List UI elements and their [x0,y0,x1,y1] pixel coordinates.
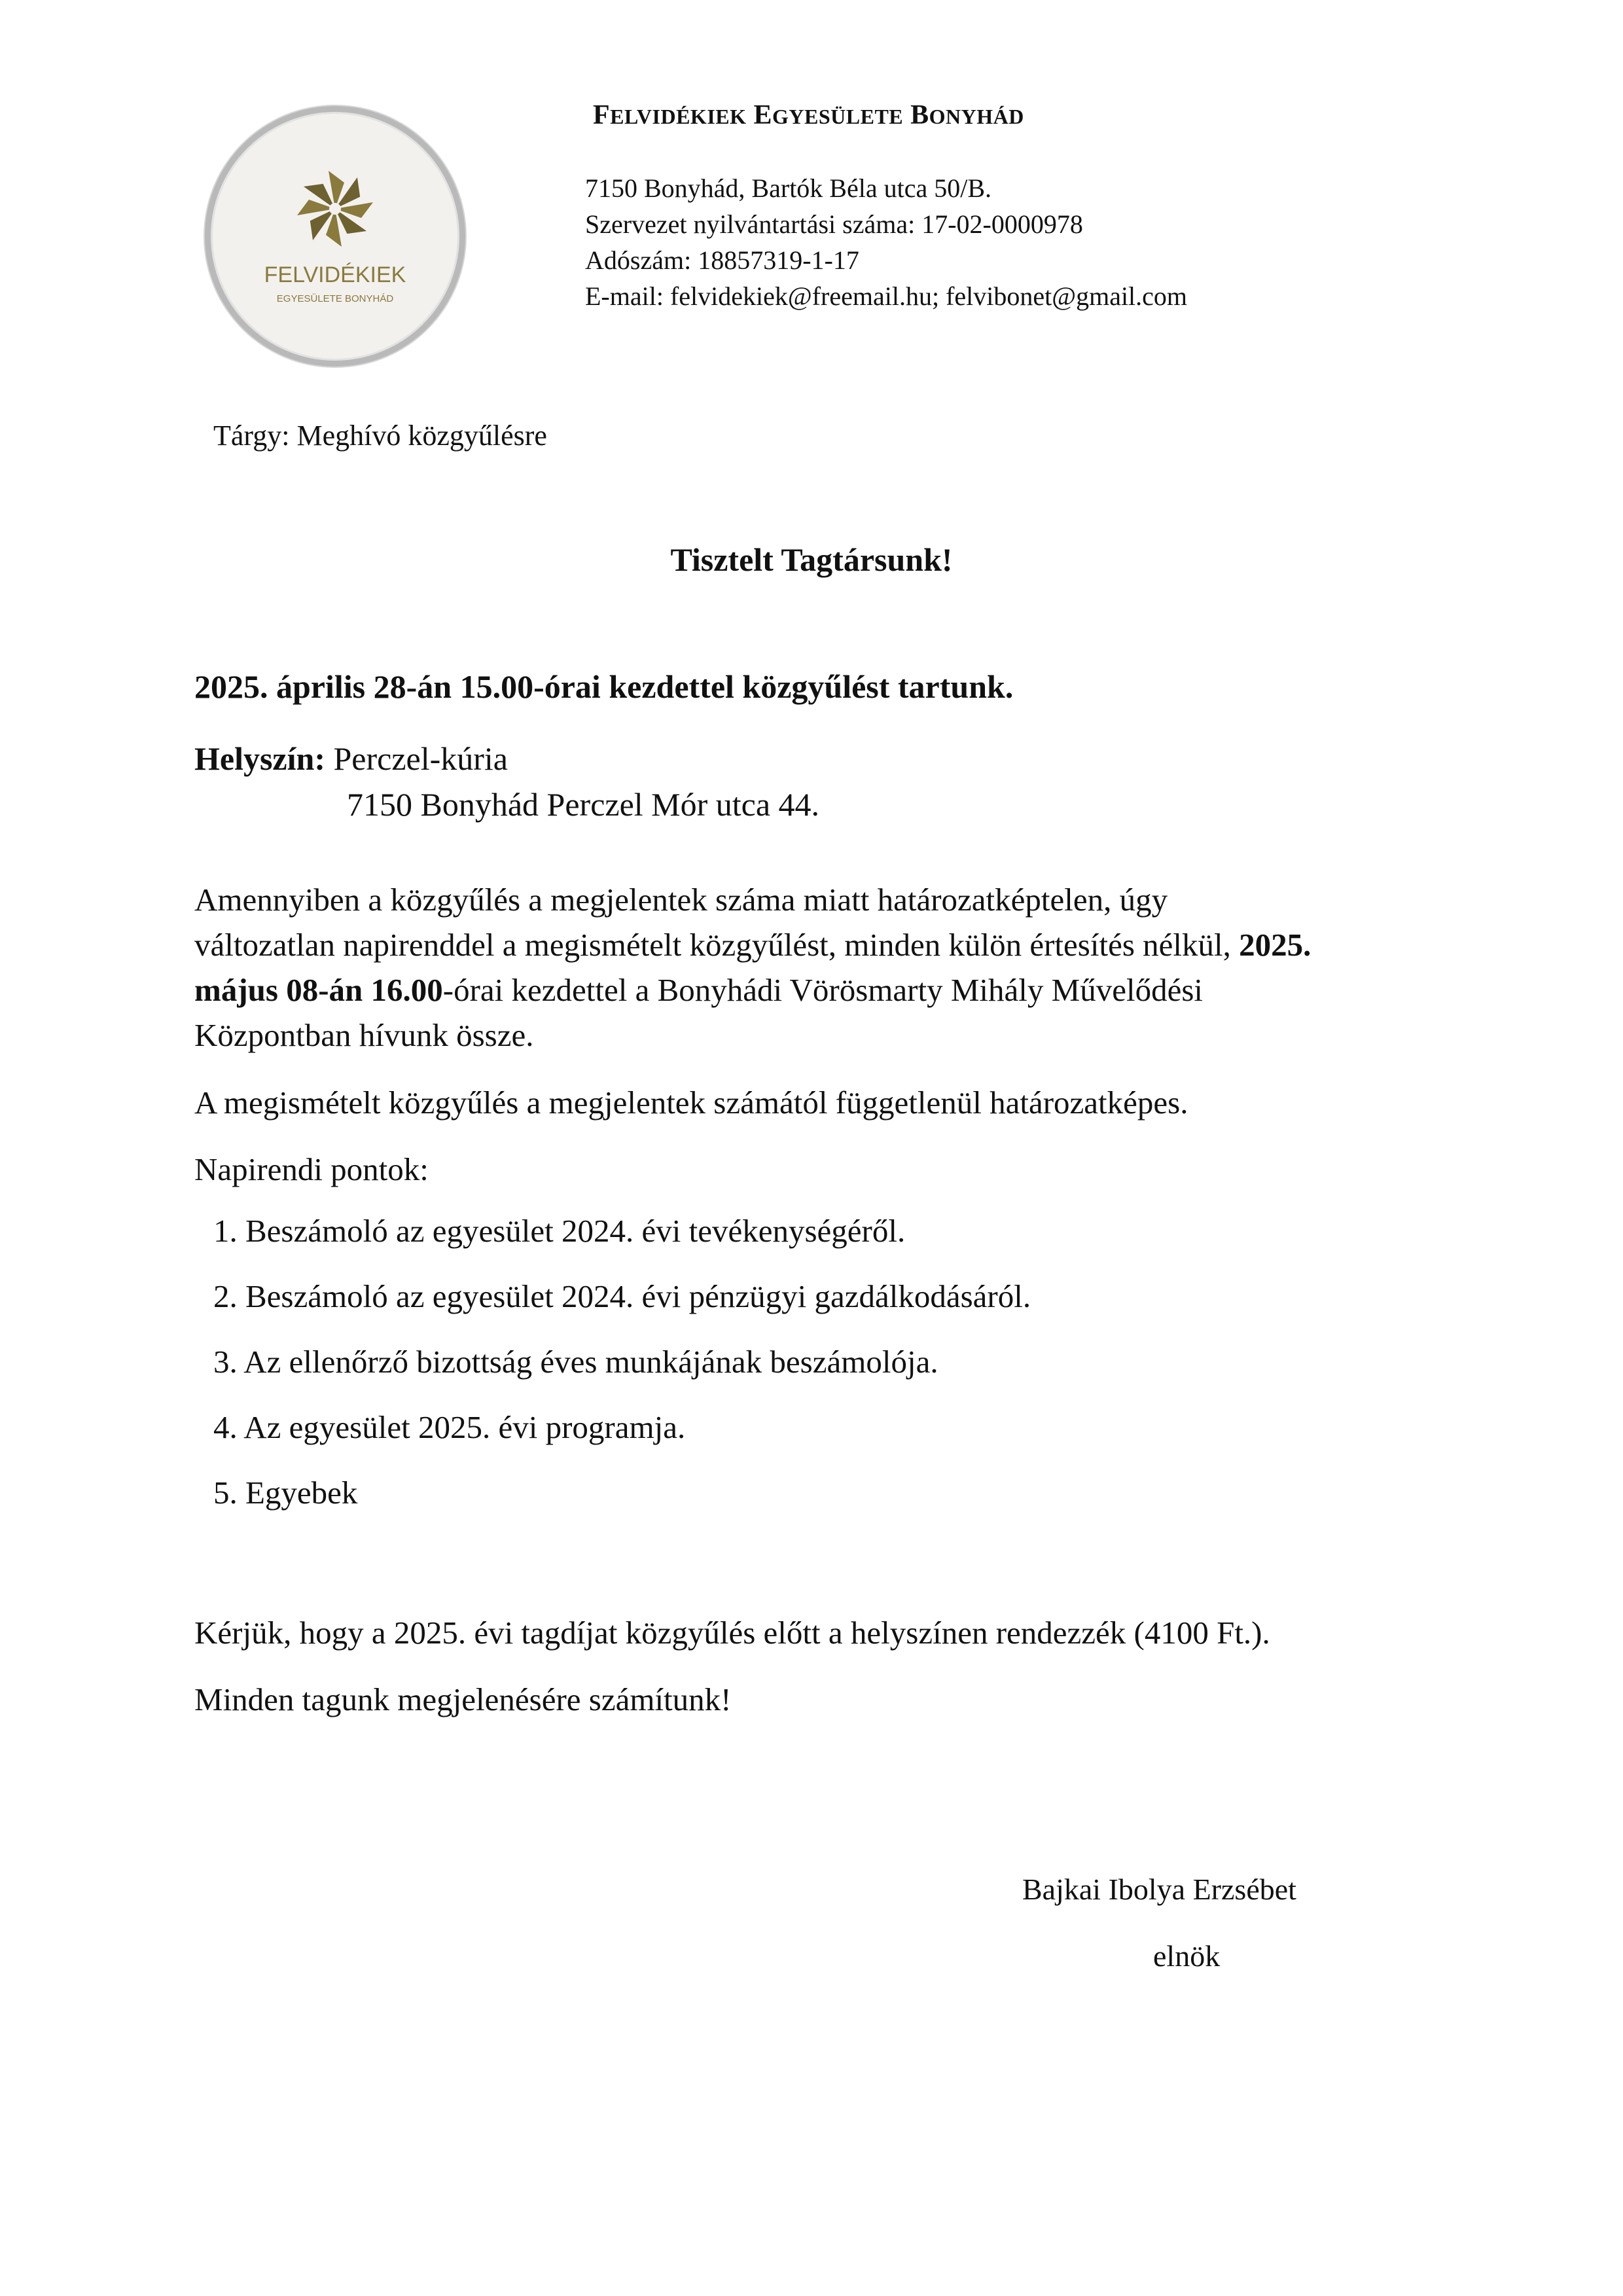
subject-line: Tárgy: Meghívó közgyűlésre [213,420,547,452]
repeat-meeting-line-2: változatlan napirenddel a megismételt közgyűlést, minden külön értesítés nélkül, 2025. [194,927,1311,963]
venue-address: 7150 Bonyhád Perczel Mór utca 44. [347,786,820,823]
tax-number-line: Adószám: 18857319-1-17 [585,245,859,275]
address-line: 7150 Bonyhád, Bartók Béla utca 50/B. [585,173,992,203]
greeting-heading: Tisztelt Tagtársunk! [670,541,953,578]
logo-subtitle: EGYESÜLETE BONYHÁD [276,293,394,304]
organization-logo [205,106,465,367]
pinwheel-icon [297,171,373,247]
org-name-word-3: BONYHÁD [910,100,1024,130]
signatory-name: Bajkai Ibolya Erzsébet [1022,1873,1296,1906]
agenda-heading: Napirendi pontok: [194,1151,429,1187]
venue-label: Helyszín: [194,740,325,777]
org-name-word-1: FELVIDÉKIEK [593,100,747,130]
agenda-item: 3. Az ellenőrző bizottság éves munkájának beszámolója. [213,1344,938,1380]
pinwheel-logo-icon [211,112,459,361]
agenda-item: 5. Egyebek [213,1475,358,1511]
meeting-announcement: 2025. április 28-án 15.00-órai kezdettel közgyűlést tartunk. [194,668,1014,705]
registration-number-line: Szervezet nyilvántartási száma: 17-02-0000978 [585,209,1083,239]
membership-fee-sentence: Kérjük, hogy a 2025. évi tagdíjat közgyűlés előtt a helyszínen rendezzék (4100 Ft.). [194,1615,1270,1651]
agenda-item: 2. Beszámoló az egyesület 2024. évi pénzügyi gazdálkodásáról. [213,1278,1031,1314]
org-name-word-2: EGYESÜLETE [753,100,904,130]
closing-sentence: Minden tagunk megjelenésére számítunk! [194,1681,732,1717]
organization-name [593,99,1024,131]
venue-name: Perczel-kúria [325,740,508,777]
repeat-meeting-line-1: Amennyiben a közgyűlés a megjelentek száma miatt határozatképtelen, úgy [194,882,1168,918]
contact-block [585,170,1187,314]
agenda-item: 4. Az egyesület 2025. évi programja. [213,1409,686,1445]
logo-title: FELVIDÉKIEK [264,262,406,287]
signatory-title: elnök [1153,1939,1221,1973]
venue-line [194,740,508,778]
repeat-meeting-line-3: május 08-án 16.00-órai kezdettel a Bonyhádi Vörösmarty Mihály Művelődési [194,972,1203,1008]
quorum-sentence: A megismételt közgyűlés a megjelentek számától függetlenül határozatképes. [194,1085,1188,1121]
repeat-meeting-line-4: Központban hívunk össze. [194,1017,534,1053]
email-line: E-mail: felvidekiek@freemail.hu; felvibonet@gmail.com [585,281,1188,311]
agenda-item: 1. Beszámoló az egyesület 2024. évi tevékenységéről. [213,1213,906,1249]
